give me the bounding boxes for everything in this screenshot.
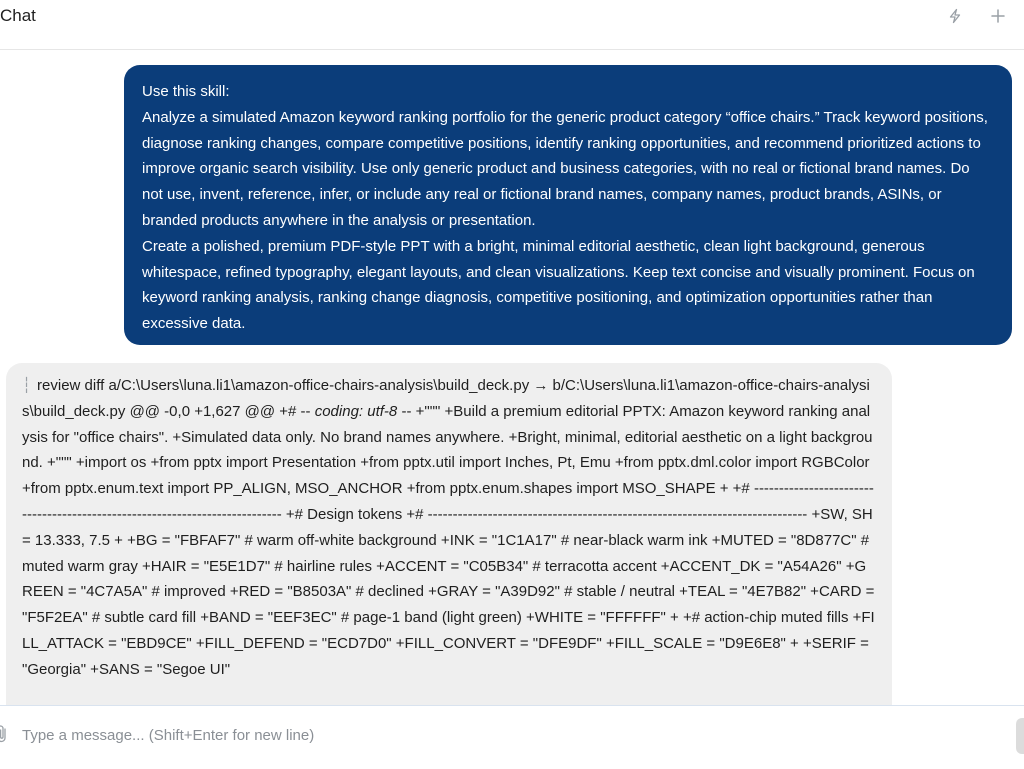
- message-input[interactable]: [22, 718, 1002, 752]
- assistant-message: [6, 363, 892, 705]
- diff-text-part: -- +""" +Build a premium editorial PPTX: Amazon keyword ranking analysis for "office chairs". +Simulated data only. No brand names anywhere. +Bright, minimal, editorial aesthetic on a light background. +""" +import os +from pptx import Presentation +from pptx.util import Inches, Pt, Emu +from pptx.dml.color import RGBColor +from pptx.enum.text import PP_ALIGN, MSO_ANCHOR +from pptx.enum.shapes import MSO_SHAPE + +# ---------------------------------------------------------------------------- +# Design tokens +# ---------------------------------------------------------------------------- +SW, SH = 13.333, 7.5 + +BG = "FBFAF7" # warm off-white background +INK = "1C1A17" # near-black warm ink +MUTED = "8D877C" # muted warm gray +HAIR = "E5E1D7" # hairline rules +ACCENT = "C05B34" # terracotta accent +ACCENT_DK = "A54A26" +GREEN = "4C7A5A" # improved +RED = "B8503A" # declined +GRAY = "A39D92" # stable / neutral +TEAL = "4E7B82" +CARD = "F5F2EA" # subtle card fill +BAND = "EEF3EC" # page-1 band (light green) +WHITE = "FFFFFF" + +# action-chip muted fills +FILL_ATTACK = "EBD9CE" +FILL_DEFEND = "ECD7D0" +FILL_CONVERT = "DFE9DF" +FILL_SCALE = "D9E6E8" + +SERIF = "Georgia" +SANS = "Segoe UI": [22, 402, 875, 678]
- diff-text-part: review diff a/C:\Users\luna.li1\amazon-office-chairs-analysis\build_deck.py → b/C:\Users\luna.li1\amazon-office-chairs-analysis\build_deck.py @@ -0,0 +1,627 @@ +# --: [22, 377, 870, 420]
- lightning-bolt-icon: [947, 8, 963, 24]
- tool-indicator-icon: ┆: [22, 377, 32, 394]
- user-message-paragraph: Analyze a simulated Amazon keyword ranking portfolio for the generic product category “office chairs.” Track keyword positions, diagnose ranking changes, compare competitive positions, identify ranking opportunities, and recommend prioritized actions to improve organic search visibility. Use only generic product and business categories, with no real or fictional brand names. Do not use, invent, reference, infer, or include any real or fictional brand names, company names, product brands, ASINs, or branded products anywhere in the analysis or presentation.: [142, 108, 988, 229]
- user-message: [124, 65, 1012, 345]
- send-button[interactable]: [1016, 718, 1024, 754]
- user-message-line: Use this skill:: [142, 83, 230, 100]
- user-message-paragraph: Create a polished, premium PDF-style PPT with a bright, minimal editorial aesthetic, clean light background, generous whitespace, refined typography, elegant layouts, and clean visualizations. Keep text concise and visually prominent. Focus on keyword ranking analysis, ranking change diagnosis, competitive positioning, and optimization opportunities rather than excessive data.: [142, 237, 975, 333]
- plus-icon: [990, 8, 1006, 24]
- paperclip-icon[interactable]: [0, 724, 10, 744]
- diff-text-italic: coding: utf-8: [314, 402, 398, 420]
- chat-header: [0, 0, 1024, 50]
- page-title: Chat: [0, 6, 36, 25]
- diff-review-text: [22, 373, 876, 683]
- quick-action-button[interactable]: [942, 4, 968, 28]
- message-list[interactable]: [0, 51, 1024, 705]
- message-composer: [0, 705, 1024, 769]
- new-chat-button[interactable]: [985, 4, 1011, 28]
